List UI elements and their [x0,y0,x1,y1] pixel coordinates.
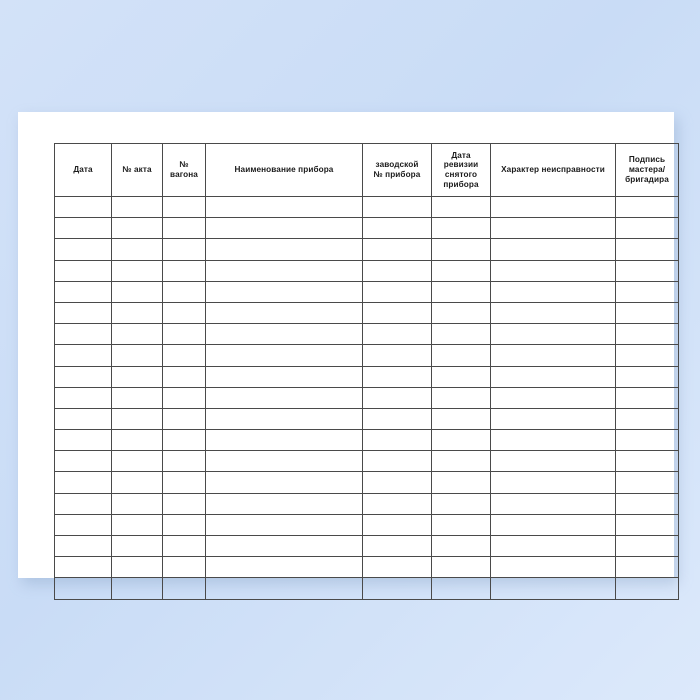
header-label-factory-line1: заводской [375,160,419,170]
table-cell-name[interactable] [206,578,363,599]
table-cell-revision[interactable] [432,472,491,493]
table-cell-fault[interactable] [491,218,616,239]
table-cell-revision[interactable] [432,197,491,218]
table-cell-act[interactable] [112,493,163,514]
table-cell-revision[interactable] [432,578,491,599]
column-header-wagon-number [163,144,206,197]
table-row[interactable] [55,493,679,514]
table-cell-act[interactable] [112,451,163,472]
table-row[interactable] [55,197,679,218]
table-cell-fault[interactable] [491,260,616,281]
table-cell-factory[interactable] [363,451,432,472]
table-cell-sign[interactable] [616,578,679,599]
table-cell-fault[interactable] [491,536,616,557]
table-cell-revision[interactable] [432,514,491,535]
table-cell-name[interactable] [206,345,363,366]
table-row[interactable] [55,281,679,302]
table-cell-fault[interactable] [491,366,616,387]
table-cell-sign[interactable] [616,493,679,514]
table-cell-date[interactable] [55,387,112,408]
table-cell-sign[interactable] [616,281,679,302]
table-cell-act[interactable] [112,260,163,281]
table-row[interactable] [55,218,679,239]
table-body [55,197,679,600]
table-cell-act[interactable] [112,408,163,429]
table-cell-fault[interactable] [491,302,616,323]
table-cell-name[interactable] [206,430,363,451]
table-cell-sign[interactable] [616,197,679,218]
table-cell-wagon[interactable] [163,281,206,302]
table-row[interactable] [55,387,679,408]
table-cell-revision[interactable] [432,387,491,408]
table-cell-date[interactable] [55,324,112,345]
table-cell-act[interactable] [112,345,163,366]
table-cell-name[interactable] [206,451,363,472]
table-cell-sign[interactable] [616,218,679,239]
table-cell-act[interactable] [112,387,163,408]
table-cell-act[interactable] [112,557,163,578]
header-label-fault-line1: Характер неисправности [501,165,605,175]
table-cell-date[interactable] [55,281,112,302]
table-cell-revision[interactable] [432,493,491,514]
table-container [54,143,669,600]
table-cell-name[interactable] [206,493,363,514]
table-cell-date[interactable] [55,218,112,239]
table-cell-factory[interactable] [363,366,432,387]
table-row[interactable] [55,472,679,493]
table-row[interactable] [55,451,679,472]
table-cell-revision[interactable] [432,536,491,557]
table-cell-date[interactable] [55,557,112,578]
table-cell-fault[interactable] [491,281,616,302]
table-cell-factory[interactable] [363,387,432,408]
header-label-date-line1: Дата [73,165,93,175]
table-cell-date[interactable] [55,197,112,218]
table-cell-wagon[interactable] [163,260,206,281]
table-cell-factory[interactable] [363,302,432,323]
table-row[interactable] [55,578,679,599]
header-label-sign-line1: Подпись [628,155,666,165]
table-cell-act[interactable] [112,197,163,218]
header-row [55,144,679,197]
table-cell-wagon[interactable] [163,366,206,387]
table-cell-fault[interactable] [491,451,616,472]
column-header-factory-number [363,144,432,197]
column-header-signature [616,144,679,197]
table-cell-date[interactable] [55,430,112,451]
table-cell-fault[interactable] [491,557,616,578]
journal-table [54,143,679,600]
table-cell-sign[interactable] [616,302,679,323]
table-cell-wagon[interactable] [163,536,206,557]
table-cell-fault[interactable] [491,408,616,429]
table-cell-wagon[interactable] [163,514,206,535]
header-label-act-line1: № акта [122,165,152,175]
table-header [55,144,679,197]
table-cell-wagon[interactable] [163,387,206,408]
table-cell-factory[interactable] [363,239,432,260]
table-cell-name[interactable] [206,366,363,387]
table-cell-name[interactable] [206,557,363,578]
table-cell-fault[interactable] [491,578,616,599]
table-cell-factory[interactable] [363,345,432,366]
document-page [18,112,674,578]
table-cell-name[interactable] [206,536,363,557]
table-cell-revision[interactable] [432,430,491,451]
table-cell-date[interactable] [55,578,112,599]
table-cell-sign[interactable] [616,557,679,578]
table-cell-wagon[interactable] [163,557,206,578]
table-cell-factory[interactable] [363,260,432,281]
table-cell-date[interactable] [55,408,112,429]
table-row[interactable] [55,557,679,578]
table-cell-wagon[interactable] [163,578,206,599]
table-cell-name[interactable] [206,260,363,281]
column-header-device-name [206,144,363,197]
table-cell-sign[interactable] [616,366,679,387]
table-cell-fault[interactable] [491,430,616,451]
table-cell-wagon[interactable] [163,451,206,472]
table-cell-name[interactable] [206,302,363,323]
table-cell-sign[interactable] [616,260,679,281]
table-cell-wagon[interactable] [163,493,206,514]
table-cell-revision[interactable] [432,366,491,387]
header-label-sign-line2: мастера/ [628,165,666,175]
table-cell-sign[interactable] [616,408,679,429]
table-cell-act[interactable] [112,536,163,557]
table-cell-wagon[interactable] [163,472,206,493]
table-cell-wagon[interactable] [163,302,206,323]
table-cell-revision[interactable] [432,281,491,302]
table-cell-name[interactable] [206,324,363,345]
table-cell-name[interactable] [206,387,363,408]
table-cell-factory[interactable] [363,197,432,218]
table-cell-act[interactable] [112,218,163,239]
table-cell-sign[interactable] [616,472,679,493]
table-cell-revision[interactable] [432,302,491,323]
table-row[interactable] [55,260,679,281]
table-cell-factory[interactable] [363,408,432,429]
table-cell-fault[interactable] [491,472,616,493]
table-cell-act[interactable] [112,430,163,451]
column-header-revision-date [432,144,491,197]
table-cell-date[interactable] [55,514,112,535]
table-cell-name[interactable] [206,281,363,302]
header-label-wagon-line2: вагона [170,170,198,179]
header-label-revision-line3: снятого [444,170,478,179]
header-label-name-line1: Наименование прибора [234,165,334,175]
header-label-revision-line2: ревизии [443,160,479,170]
table-cell-fault[interactable] [491,197,616,218]
table-cell-date[interactable] [55,451,112,472]
table-cell-name[interactable] [206,218,363,239]
table-cell-factory[interactable] [363,281,432,302]
table-cell-act[interactable] [112,324,163,345]
table-cell-factory[interactable] [363,493,432,514]
table-cell-factory[interactable] [363,218,432,239]
table-cell-date[interactable] [55,345,112,366]
table-cell-factory[interactable] [363,578,432,599]
table-row[interactable] [55,345,679,366]
header-label-sign-line3: бригадира [625,174,669,184]
table-cell-fault[interactable] [491,514,616,535]
table-row[interactable] [55,430,679,451]
table-cell-act[interactable] [112,366,163,387]
table-cell-act[interactable] [112,514,163,535]
table-cell-fault[interactable] [491,493,616,514]
table-cell-wagon[interactable] [163,218,206,239]
table-cell-factory[interactable] [363,472,432,493]
table-cell-revision[interactable] [432,218,491,239]
table-row[interactable] [55,536,679,557]
table-cell-sign[interactable] [616,324,679,345]
table-row[interactable] [55,408,679,429]
table-row[interactable] [55,302,679,323]
column-header-date [55,144,112,197]
table-cell-wagon[interactable] [163,345,206,366]
table-cell-date[interactable] [55,239,112,260]
table-cell-factory[interactable] [363,430,432,451]
header-label-revision-line1: Дата [451,150,471,160]
table-cell-revision[interactable] [432,451,491,472]
header-label-wagon-line1: № [179,160,189,170]
table-cell-date[interactable] [55,472,112,493]
table-cell-sign[interactable] [616,514,679,535]
table-cell-revision[interactable] [432,408,491,429]
table-cell-revision[interactable] [432,345,491,366]
table-cell-sign[interactable] [616,451,679,472]
table-cell-fault[interactable] [491,387,616,408]
table-cell-act[interactable] [112,239,163,260]
table-cell-act[interactable] [112,281,163,302]
table-cell-fault[interactable] [491,239,616,260]
column-header-act-number [112,144,163,197]
table-cell-date[interactable] [55,302,112,323]
table-cell-act[interactable] [112,578,163,599]
table-row[interactable] [55,366,679,387]
table-cell-wagon[interactable] [163,197,206,218]
table-cell-date[interactable] [55,493,112,514]
header-label-revision-line4: прибора [443,179,479,189]
table-row[interactable] [55,324,679,345]
table-cell-sign[interactable] [616,387,679,408]
table-cell-sign[interactable] [616,345,679,366]
table-cell-factory[interactable] [363,324,432,345]
table-cell-name[interactable] [206,197,363,218]
table-cell-date[interactable] [55,260,112,281]
table-cell-wagon[interactable] [163,239,206,260]
table-cell-date[interactable] [55,366,112,387]
table-cell-name[interactable] [206,472,363,493]
table-cell-act[interactable] [112,472,163,493]
table-row[interactable] [55,514,679,535]
table-cell-factory[interactable] [363,536,432,557]
table-cell-wagon[interactable] [163,324,206,345]
table-cell-name[interactable] [206,408,363,429]
table-cell-fault[interactable] [491,345,616,366]
table-cell-revision[interactable] [432,239,491,260]
table-cell-revision[interactable] [432,324,491,345]
table-cell-sign[interactable] [616,239,679,260]
header-label-factory-line2: № прибора [373,170,421,179]
table-cell-revision[interactable] [432,557,491,578]
table-cell-wagon[interactable] [163,408,206,429]
table-cell-factory[interactable] [363,557,432,578]
table-cell-factory[interactable] [363,514,432,535]
table-cell-wagon[interactable] [163,430,206,451]
table-cell-name[interactable] [206,514,363,535]
table-cell-sign[interactable] [616,536,679,557]
column-header-fault-character [491,144,616,197]
table-cell-fault[interactable] [491,324,616,345]
table-cell-sign[interactable] [616,430,679,451]
table-cell-revision[interactable] [432,260,491,281]
table-cell-date[interactable] [55,536,112,557]
table-cell-name[interactable] [206,239,363,260]
table-cell-act[interactable] [112,302,163,323]
table-row[interactable] [55,239,679,260]
